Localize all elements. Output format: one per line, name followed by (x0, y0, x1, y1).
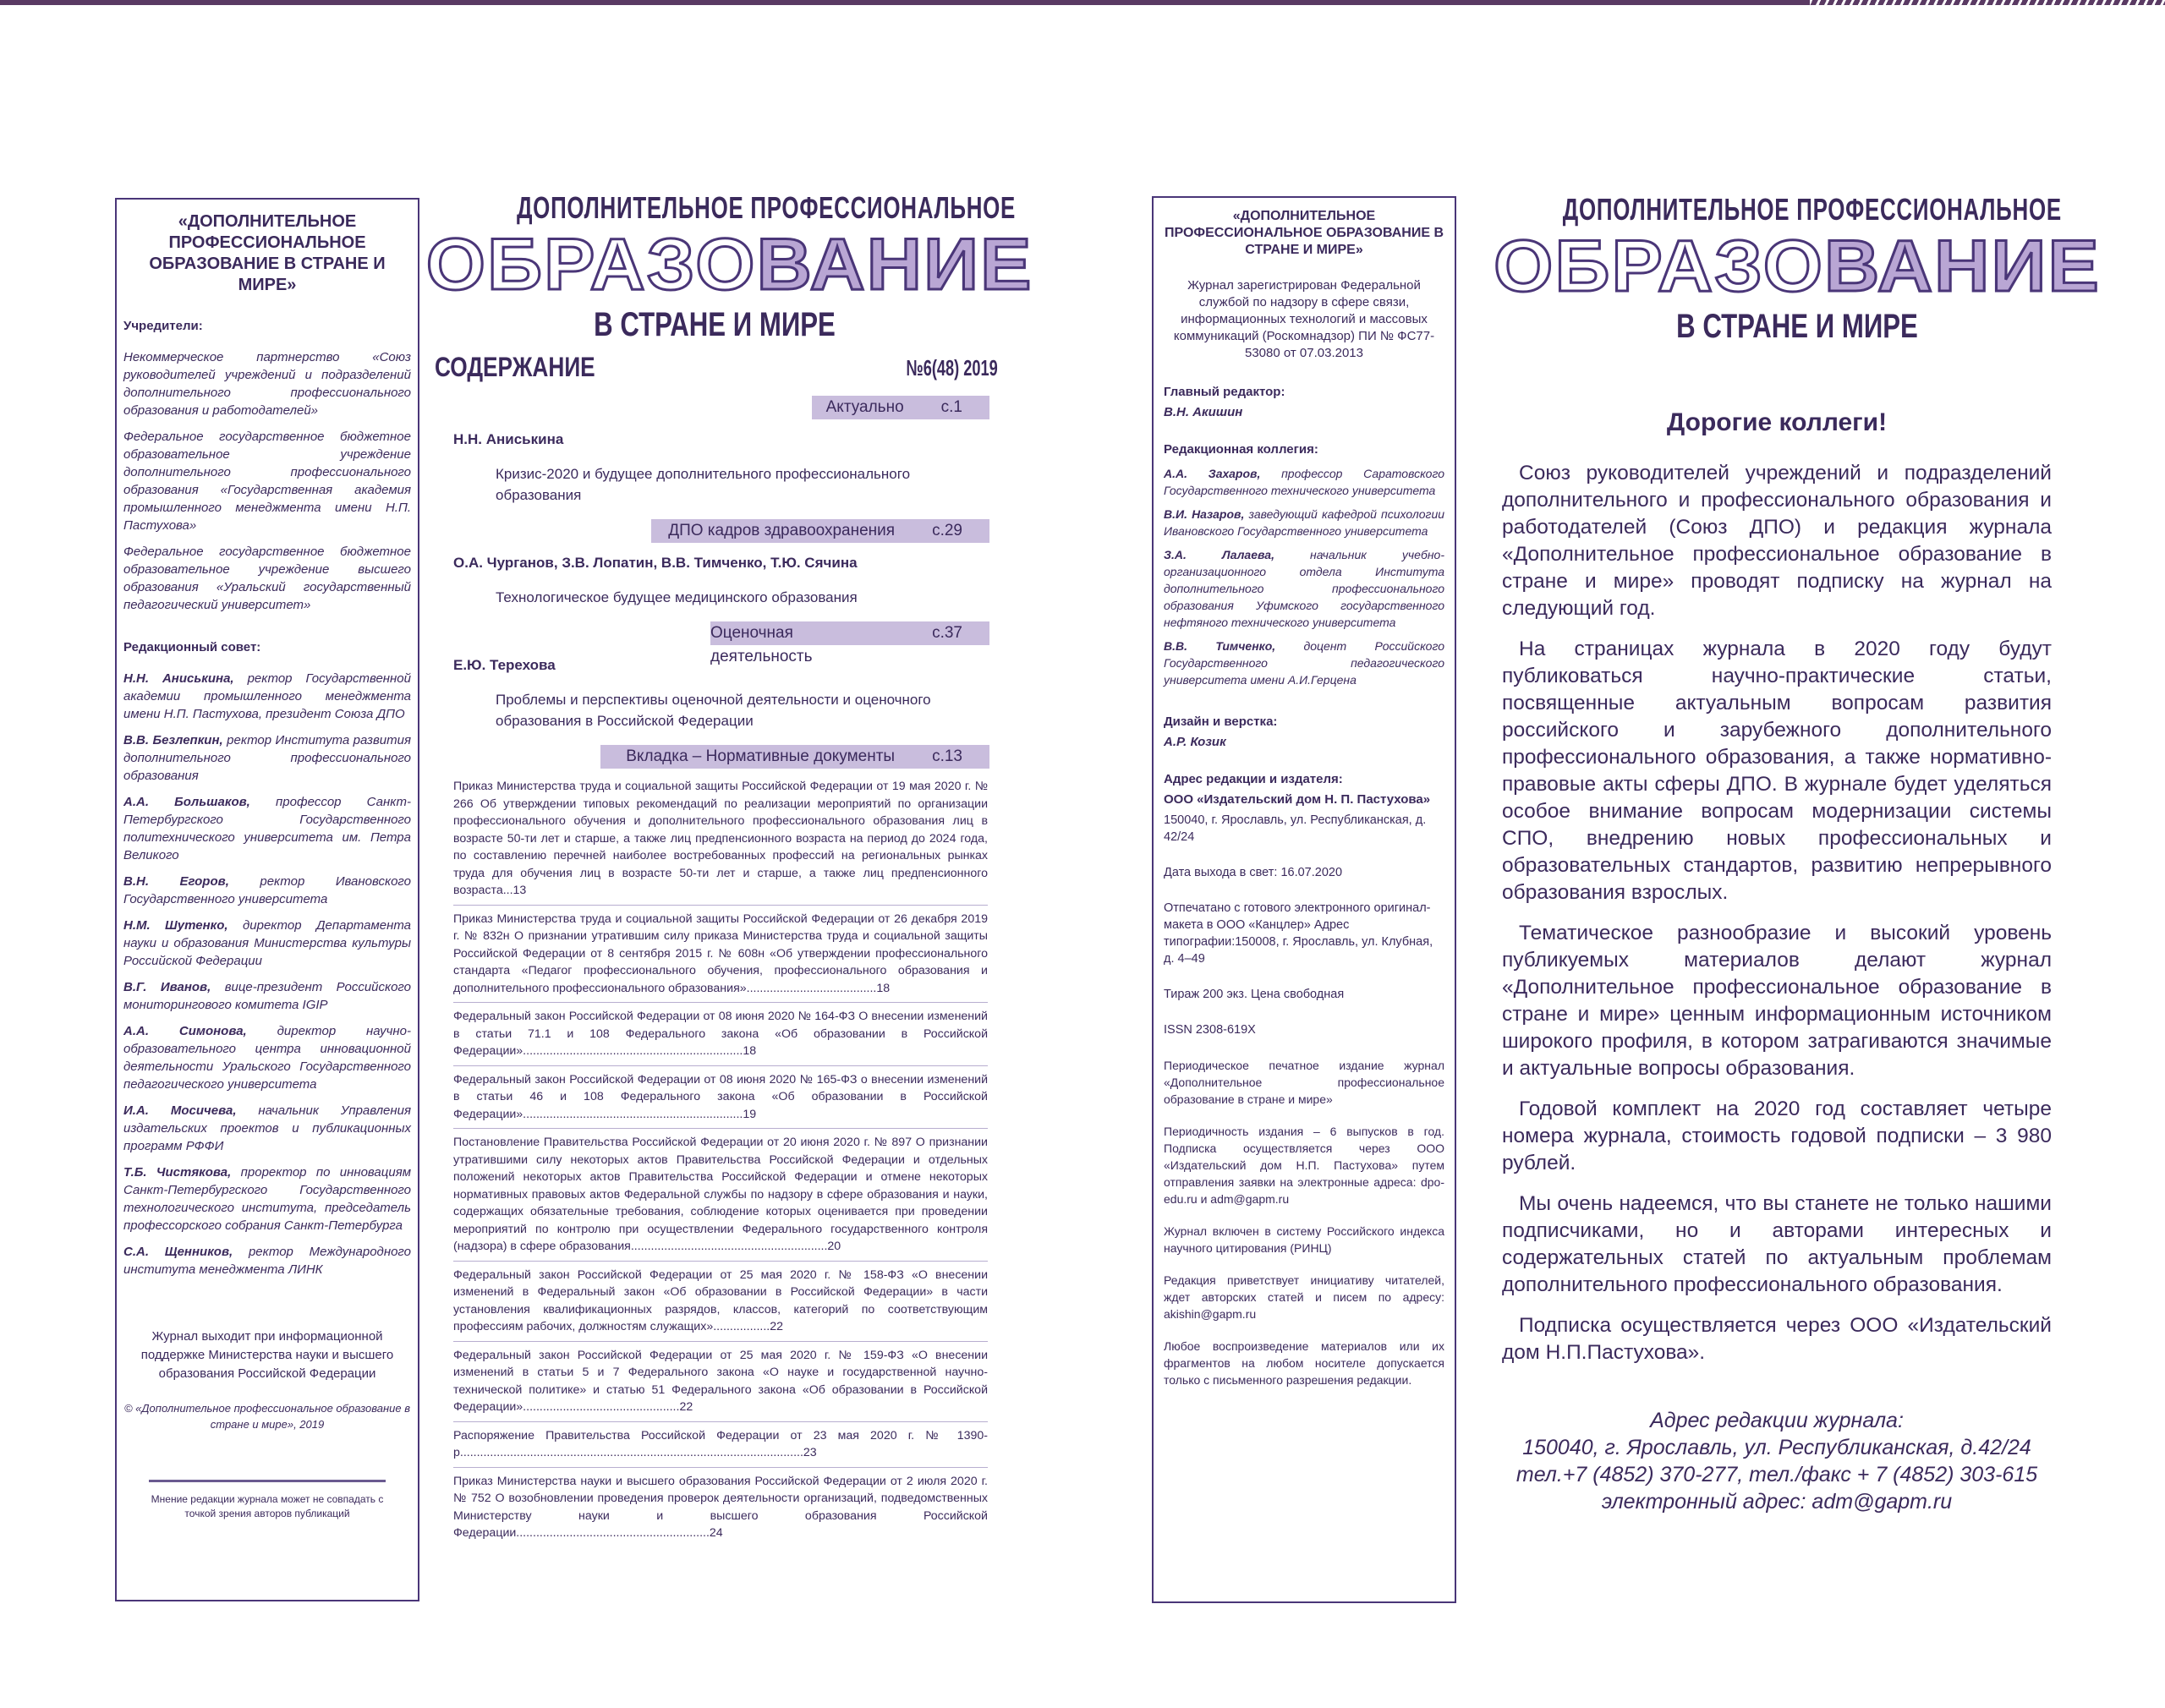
member-name: В.В. Безлепкин, (123, 733, 223, 747)
publisher-name: ООО «Издательский дом Н. П. Пастухова» (1164, 792, 1431, 807)
circulation-note: Тираж 200 экз. Цена свободная (1164, 988, 1345, 1001)
rinc-note: Журнал включен в систему Российского индекса научного цитирования (РИНЦ) (1164, 1224, 1444, 1255)
council-member (123, 978, 411, 1014)
founder-item: Некоммерческое партнерство «Союз руководителей учреждений и подразделений дополнительного профессионального образования и работодателей» (123, 350, 411, 418)
disclaimer-note: Мнение редакции журнала может не совпадать с точкой зрения авторов публикаций (151, 1493, 384, 1519)
section-label: Актуально (825, 398, 904, 416)
section-page: с.29 (932, 522, 962, 539)
document-entry: Федеральный закон Российской Федерации от 08 июня 2020 № 164-ФЗ О внесении изменений в статьи 71.1 и 108 Федерального закона «Об образовании в Российской Федерации»..................................................................18 (453, 1008, 988, 1066)
address-heading: Адрес редакции и издателя: (1164, 772, 1343, 786)
document-entry: Федеральный закон Российской Федерации от 25 мая 2020 г. № 159-ФЗ «О внесении изменений в статьи 5 и 7 Федерального закона «О науке и государственной научно-технической политике» и статью 51 Федерального закона «Об образовании в Российской Федерации»...............................................22 (453, 1347, 988, 1422)
article-title: Технологическое будущее медицинского образования (496, 589, 858, 605)
council-member (123, 1163, 411, 1234)
member-role: директор Департамента науки и образования Министерства культуры Российской Федерации (123, 918, 412, 968)
member-role: ректор Государственной академии промышленного менеджмента имени Н.П. Пастухова, президент Союза ДПО (123, 671, 411, 721)
sidebar-journal-title: «ДОПОЛНИТЕЛЬНОЕ ПРОФЕССИОНАЛЬНОЕ ОБРАЗОВАНИЕ В СТРАНЕ И МИРЕ» (149, 212, 386, 294)
letter-paragraph: На страницах журнала в 2020 году будут публиковаться научно-практические статьи, посвященные актуальным вопросам развития российского и зарубежного дополнительного профессионального образования, а также нормативно-правовые акты сферы ДПО. В журнале будет уделяться особое внимание вопросам модернизации системы СПО, внедрению новых профессиональных и образовательных стандартов, развитию непрерывного образования взрослых. (1502, 638, 2052, 904)
article-author: Е.Ю. Терехова (453, 657, 556, 673)
section-page: с.13 (932, 747, 962, 765)
council-member (123, 731, 411, 785)
masthead-big-part-filled: ВАНИЕ (756, 224, 1033, 305)
document-entry: Приказ Министерства науки и высшего образования Российской Федерации от 2 июля 2020 г. № 752 О возобновлении проведения проверок деятельности организаций, подведомственных Министерству науки и высшего образования Российской Федерации..........................................................24 (453, 1474, 988, 1540)
council-member (123, 917, 411, 970)
masthead-big-word (425, 224, 1033, 305)
member-name: З.А. Лалаева, (1164, 548, 1274, 561)
member-name: А.А. Симонова, (123, 1024, 247, 1038)
article-title: Проблемы и перспективы оценочной деятельности и оценочного образования в Российской Федерации (496, 692, 931, 729)
release-date: Дата выхода в свет: 16.07.2020 (1164, 866, 1343, 879)
member-name: А.А. Захаров, (1164, 467, 1261, 480)
reproduction-note: Любое воспроизведение материалов или их фрагментов на любом носителе допускается только с письменного разрешения редакции. (1164, 1339, 1444, 1387)
section-label: Вкладка – Нормативные документы (626, 747, 896, 765)
designer-name: А.Р. Козик (1164, 735, 1226, 749)
registration-note: Журнал зарегистрирован Федеральной службой по надзору в сфере связи, информационных технологий и массовых коммуникаций (Роскомнадзор) ПИ № ФС77-53080 от 07.03.2013 (1173, 278, 1435, 360)
address-line: 150040, г. Ярославль, ул. Республиканская, д.42/24 (1522, 1436, 2031, 1459)
council-member (123, 1022, 411, 1093)
section-bar (812, 396, 989, 419)
section-page: с.37 (932, 624, 962, 642)
member-name: Н.М. Шутенко, (123, 918, 228, 933)
normative-documents-list (453, 778, 988, 1552)
article-author: О.А. Чурганов, З.В. Лопатин, В.В. Тимченко, Т.Ю. Сячина (453, 555, 858, 571)
founder-item: Федеральное государственное бюджетное образовательное учреждение высшего образования «Уральский государственный педагогический университет» (123, 545, 411, 612)
document-entry: Распоряжение Правительства Российской Федерации от 23 мая 2020 г. № 1390-р.......................................................................................................23 (453, 1427, 988, 1468)
section-bar (710, 621, 989, 665)
journal-masthead-right (1472, 191, 2123, 348)
top-border-hatch (1810, 0, 2165, 5)
article-author: Н.Н. Аниськина (453, 431, 564, 447)
editor-name: В.Н. Акишин (1164, 405, 1243, 419)
council-member (123, 793, 411, 864)
welcome-note: Редакция приветствует инициативу читателей, ждет авторских статей и писем по адресу: akishin@gapm.ru (1164, 1273, 1444, 1321)
member-name: В.Г. Иванов, (123, 980, 211, 994)
design-heading: Дизайн и верстка: (1164, 714, 1278, 729)
member-name: И.А. Мосичева, (123, 1103, 237, 1118)
board-member (1164, 465, 1444, 499)
copyright-note: © «Дополнительное профессиональное образование в стране и мире», 2019 (123, 1402, 411, 1431)
masthead-bottom-line: В СТРАНЕ И МИРЕ (1676, 308, 1918, 345)
member-role: начальник учебно-организационного отдела Института дополнительного профессионального образования Уфимского государственного нефтяного технического университета (1164, 548, 1444, 629)
council-heading: Редакционный совет: (123, 640, 261, 654)
right-sidebar-imprint (1152, 196, 1456, 1603)
member-name: В.И. Назаров, (1164, 507, 1245, 521)
member-role: заведующий кафедрой психологии Ивановского Государственного университета (1164, 507, 1445, 538)
council-member (123, 1243, 411, 1278)
masthead-big-part-filled: ВАНИЕ (1824, 226, 2101, 307)
editor-heading: Главный редактор: (1164, 385, 1285, 399)
printing-note: Отпечатано с готового электронного оригинал-макета в ООО «Канцлер» Адрес типографии:150008, г. Ярославль, ул. Клубная, д. 4–49 (1164, 901, 1433, 966)
member-role: директор научно-образовательного центра инновационной деятельности Уральского Государственного педагогического университета (123, 1024, 411, 1092)
periodical-note: Периодическое печатное издание журнал «Дополнительное профессиональное образование в стране и мире» (1164, 1059, 1444, 1106)
member-role: ректор Международного института менеджмента ЛИНК (123, 1245, 411, 1277)
council-member (123, 1102, 411, 1155)
member-role: доцент Российского Государственного педагогического университета имени А.И.Герцена (1164, 639, 1445, 687)
letter-paragraph: Тематическое разнообразие и высокий уровень публикуемых материалов делают журнал «Дополнительное профессиональное образование в стране и мире» ценным информационным источником широкого профиля, в котором затрагиваются значимые и актуальные вопросы образования. (1502, 922, 2052, 1080)
frequency-note: Периодичность издания – 6 выпусков в год. Подписка осуществляется через ООО «Издательский дом Н.П. Пастухова» путем отправления заявки на электронные адреса: dpo-edu.ru и adm@gapm.ru (1164, 1125, 1444, 1206)
address-line: Адрес редакции журнала: (1650, 1409, 1904, 1432)
letter-paragraph: Подписка осуществляется через ООО «Издательский дом Н.П.Пастухова». (1502, 1314, 2052, 1364)
council-member (123, 873, 411, 908)
board-member (1164, 638, 1444, 688)
masthead-top-line: ДОПОЛНИТЕЛЬНОЕ ПРОФЕССИОНАЛЬНОЕ (517, 190, 1017, 225)
section-bar (651, 519, 989, 543)
member-role: вице-президент Российского мониторингового комитета IGIP (123, 980, 411, 1012)
member-role: профессор Саратовского Государственного технического университета (1164, 467, 1444, 497)
section-label: ДПО кадров здравоохранения (668, 522, 896, 539)
council-member (123, 670, 411, 723)
member-name: А.А. Большаков, (123, 795, 250, 809)
document-entry: Федеральный закон Российской Федерации от 25 мая 2020 г. № 158-ФЗ «О внесении изменений в Федеральный закон «Об образовании в Российской Федерации» в части установления квалификационных разрядов, классов, категорий по соответствующим профессиям рабочих, должностям служащих».................22 (453, 1267, 988, 1342)
journal-masthead-left (425, 189, 1033, 347)
address-line: тел.+7 (4852) 370-277, тел./факс + 7 (4852) 303-615 (1516, 1463, 2038, 1486)
member-name: С.А. Щенников, (123, 1245, 233, 1259)
document-entry: Приказ Министерства труда и социальной защиты Российской Федерации от 19 мая 2020 г. № 266 Об утверждении типовых рекомендаций по реализации мероприятий по организации профессионального обучения и дополнительного профессионального образования лиц в возрасте 50-ти лет и старше, а также лиц предпенсионного возраста на период до 2024 года, по составлению перечней наиболее востребованных профессий на региональных рынках труда для обучения лиц в возрасте 50-ти лет и старше, а также лиц предпенсионного возраста...13 (453, 778, 988, 906)
masthead-bottom-line: В СТРАНЕ И МИРЕ (594, 306, 836, 343)
issue-number: №6(48) 2019 (906, 355, 998, 380)
document-entry: Федеральный закон Российской Федерации от 08 июня 2020 № 165-ФЗ о внесении изменений в статьи 46 и 108 Федерального закона «Об образовании в Российской Федерации»..................................................................19 (453, 1071, 988, 1130)
member-role: начальник Управления издательских проектов и публикационных программ РФФИ (123, 1103, 411, 1153)
masthead-big-word (1455, 226, 2140, 307)
section-label: Оценочная деятельность (710, 624, 813, 665)
member-name: В.Н. Егоров, (123, 874, 229, 889)
member-role: ректор Ивановского Государственного университета (123, 874, 411, 906)
table-of-contents (448, 396, 989, 769)
member-role: профессор Санкт-Петербургского Государственного политехнического университета им. Петра Великого (123, 795, 411, 862)
member-name: В.В. Тимченко, (1164, 639, 1276, 653)
founder-item: Федеральное государственное бюджетное образовательное учреждение дополнительного профессионального образования «Государственная академия промышленного менеджмента имени Н.П. Пастухова» (123, 430, 411, 533)
board-member (1164, 546, 1444, 631)
letter-paragraph: Годовой комплект на 2020 год составляет четыре номера журнала, стоимость годовой подписки – 3 980 рублей. (1502, 1098, 2052, 1174)
address-line: электронный адрес: adm@gapm.ru (1601, 1490, 1953, 1514)
masthead-top-line: ДОПОЛНИТЕЛЬНОЕ ПРОФЕССИОНАЛЬНОЕ (1562, 192, 2062, 227)
subscription-letter (1502, 406, 2052, 1515)
founders-heading: Учредители: (123, 319, 203, 333)
letter-title: Дорогие коллеги! (1666, 408, 1888, 436)
article-title: Кризис-2020 и будущее дополнительного профессионального образования (496, 466, 911, 503)
editorial-address (1502, 1407, 2052, 1515)
issn-number: ISSN 2308-619X (1164, 1023, 1256, 1037)
member-role: ректор Института развития дополнительного профессионального образования (123, 733, 411, 783)
sidebar-journal-title: «ДОПОЛНИТЕЛЬНОЕ ПРОФЕССИОНАЛЬНОЕ ОБРАЗОВАНИЕ В СТРАНЕ И МИРЕ» (1165, 209, 1444, 257)
divider (149, 1480, 386, 1482)
contents-title: СОДЕРЖАНИЕ (435, 352, 595, 382)
contents-header (435, 352, 998, 386)
masthead-big-part: ОБРАЗО (1494, 226, 1825, 307)
document-entry: Приказ Министерства труда и социальной защиты Российской Федерации от 26 декабря 2019 г. № 832н О признании утратившим силу приказа Министерства труда и социальной защиты Российской Федерации от 8 сентября 2015 г. № 608н «Об утверждении профессионального стандарта «Педагог профессионального обучения, профессионального образования и дополнительного профессионального образования».......................................18 (453, 911, 988, 1004)
publisher-address: 150040, г. Ярославль, ул. Республиканская, д. 42/24 (1164, 813, 1427, 844)
document-entry: Постановление Правительства Российской Федерации от 20 июня 2020 г. № 897 О признании утратившими силу некоторых актов Правительства Российской Федерации и отдельных положений некоторых актов Правительства Российской Федерации и отмене некоторых нормативных правовых актов Федеральной службы по надзору в сфере образования и науки, содержащих обязательные требования, соблюдение которых оценивается при проведении мероприятий по контролю при осуществлении Федерального государственного контроля (надзора) в сфере образования...........................................................20 (453, 1134, 988, 1262)
support-note: Журнал выходит при информационной поддержке Министерства науки и высшего образования Российской Федерации (140, 1329, 394, 1381)
insert-section-bar (600, 745, 989, 769)
board-heading: Редакционная коллегия: (1164, 442, 1318, 457)
letter-paragraph: Союз руководителей учреждений и подразделений дополнительного и профессионального образования и работодателей (Союз ДПО) и редакция журнала «Дополнительное профессиональное образование в стране и мире» проводят подписку на журнал на следующий год. (1502, 462, 2052, 620)
masthead-big-part: ОБРАЗО (425, 224, 757, 305)
letter-paragraph: Мы очень надеемся, что вы станете не только нашими подписчиками, но и авторами интересных и содержательных статей по актуальным проблемам дополнительного профессионального образования. (1502, 1192, 2052, 1296)
member-name: Н.Н. Аниськина, (123, 671, 234, 686)
board-member (1164, 506, 1444, 539)
section-page: с.1 (940, 398, 962, 416)
left-sidebar-imprint (115, 198, 419, 1601)
member-role: проректор по инновациям Санкт-Петербургского Государственного технологического института, председатель профессорского собрания Санкт-Петербурга (123, 1165, 411, 1233)
member-name: Т.Б. Чистякова, (123, 1165, 232, 1180)
